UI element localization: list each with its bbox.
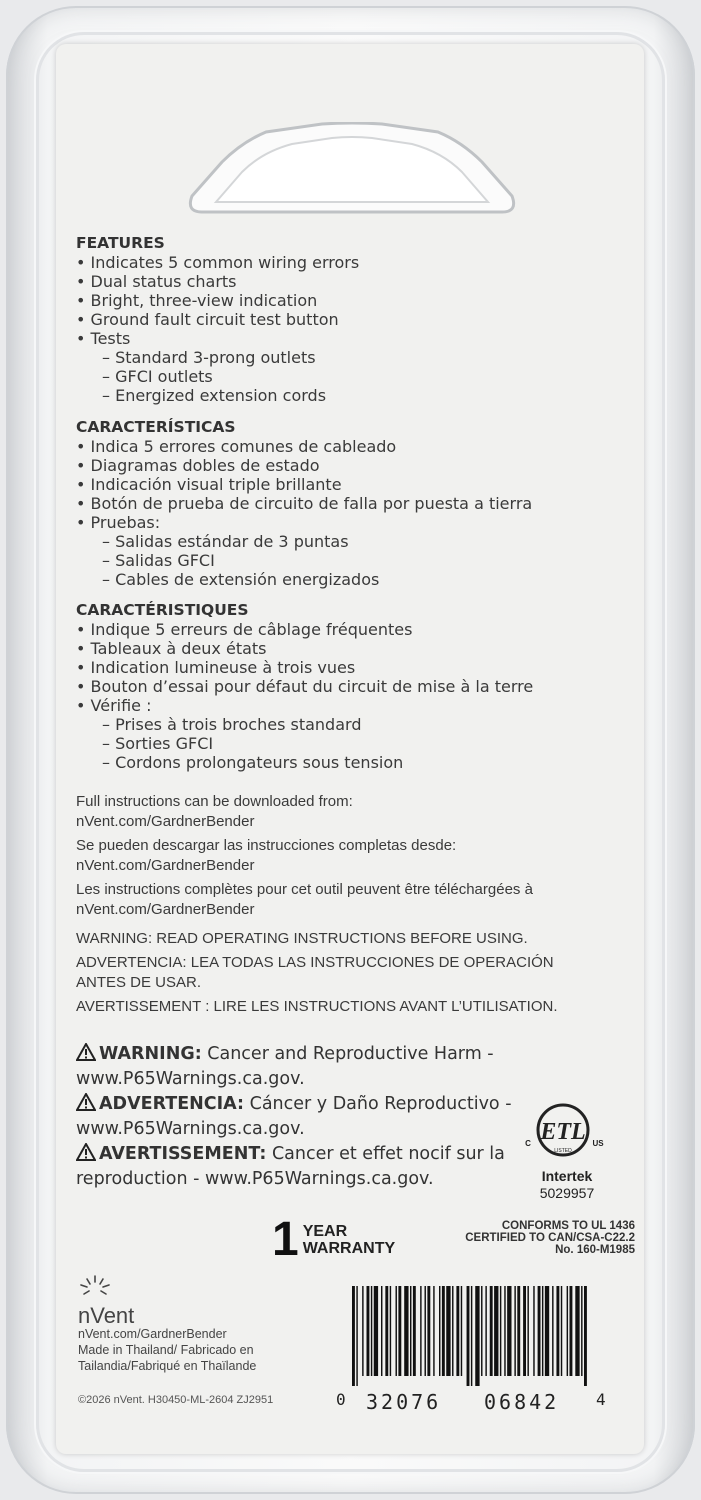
conformity-line: No. 160-M1985 <box>555 1244 635 1256</box>
instructions-url: nVent.com/GardnerBender <box>76 901 255 918</box>
barcode-bar <box>494 1286 498 1376</box>
p65-label: AVERTISSEMENT: <box>99 1144 267 1164</box>
list-item: • Indicates 5 common wiring errors <box>76 253 360 272</box>
barcode-bar <box>427 1286 430 1376</box>
warranty-badge <box>272 1213 396 1266</box>
etl-listed-mark <box>518 1098 608 1168</box>
list-item: • Bouton d’essai pour défaut du circuit de mise à la terre <box>76 677 534 696</box>
instructions-text: Se pueden descargar las instrucciones completas desde: <box>76 837 457 854</box>
list-item: • Indica 5 errores comunes de cableado <box>76 437 397 456</box>
barcode-bar <box>561 1286 562 1376</box>
barcode-bar <box>404 1286 408 1376</box>
p65-warning-line <box>76 1042 512 1067</box>
features-heading: CARACTÉRISTIQUES <box>76 601 249 619</box>
etl-listed-text: LISTED <box>554 1148 572 1154</box>
barcode-bar <box>420 1286 421 1376</box>
barcode-bar <box>542 1286 543 1376</box>
instructions-text: Les instructions complètes pour cet outil peuvent être téléchargées à <box>76 881 533 898</box>
made-in <box>78 1326 256 1374</box>
barcode-bar <box>352 1286 355 1386</box>
barcode-bar <box>485 1286 486 1376</box>
etl-c-text: C <box>525 1139 531 1148</box>
barcode-bar <box>533 1286 534 1376</box>
list-item: • Tests <box>76 329 131 348</box>
barcode-bar <box>514 1286 515 1376</box>
warranty-line: WARRANTY <box>302 1240 396 1257</box>
barcode-bar <box>584 1286 587 1386</box>
barcode-bar <box>396 1286 397 1376</box>
barcode-bar <box>446 1286 450 1376</box>
barcode-left-digits: 32076 <box>366 1390 442 1414</box>
intertek-label <box>522 1168 612 1202</box>
copyright: ©2026 nVent. H30450-ML-2604 ZJ2951 <box>78 1394 274 1406</box>
barcode-bar <box>433 1286 434 1376</box>
intertek-number: 5029957 <box>539 1185 595 1201</box>
instructions-url: nVent.com/GardnerBender <box>76 857 255 874</box>
upc-barcode <box>350 1286 592 1386</box>
p65-label: ADVERTENCIA: <box>99 1094 245 1114</box>
barcode-bar <box>425 1286 426 1376</box>
instructions-url: nVent.com/GardnerBender <box>76 813 255 830</box>
barcode-bar <box>362 1286 363 1376</box>
intertek-name: Intertek <box>541 1168 593 1184</box>
list-item: • Pruebas: <box>76 513 161 532</box>
list-item: • Diagramas dobles de estado <box>76 456 320 475</box>
barcode-bar <box>442 1286 445 1376</box>
list-subitem: – Sorties GFCI <box>102 734 214 753</box>
p65-url: reproduction - www.P65Warnings.ca.gov. <box>76 1169 434 1189</box>
list-item: • Indication lumineuse à trois vues <box>76 658 356 677</box>
list-item: • Botón de prueba de circuito de falla por puesta a tierra <box>76 494 533 513</box>
instructions-text: Full instructions can be downloaded from: <box>76 793 353 810</box>
barcode-bar <box>367 1286 370 1376</box>
list-item: • Ground fault circuit test button <box>76 310 339 329</box>
p65-url: www.P65Warnings.ca.gov. <box>76 1069 305 1089</box>
operating-warning: AVERTISSEMENT : LIRE LES INSTRUCTIONS AVANT L’UTILISATION. <box>76 998 558 1015</box>
warning-triangle-icon <box>76 1043 96 1061</box>
list-item: • Indicación visual triple brillante <box>76 475 342 494</box>
barcode-bar <box>413 1286 416 1376</box>
list-subitem: – Standard 3-prong outlets <box>102 348 316 367</box>
barcode-bar <box>556 1286 559 1376</box>
hang-hole <box>182 122 522 222</box>
p65-label: WARNING: <box>99 1044 202 1064</box>
list-subitem: – Energized extension cords <box>102 386 327 405</box>
p65-text: Cáncer y Daño Reproductivo - <box>244 1094 512 1114</box>
barcode-bar <box>398 1286 401 1376</box>
barcode-bar <box>374 1286 378 1376</box>
nvent-logo <box>78 1274 134 1328</box>
barcode-check-digit: 4 <box>596 1390 606 1409</box>
barcode-bar <box>523 1286 526 1376</box>
barcode-bar <box>538 1286 541 1376</box>
warning-triangle-icon <box>76 1143 96 1161</box>
barcode-bar <box>439 1286 440 1376</box>
list-subitem: – Cordons prolongateurs sous tension <box>102 753 404 772</box>
features-heading: FEATURES <box>76 234 165 252</box>
barcode-bar <box>570 1286 573 1376</box>
barcode-bar <box>567 1286 568 1376</box>
barcode-bar <box>467 1286 470 1386</box>
list-subitem: – Cables de extensión energizados <box>102 570 380 589</box>
list-item: • Tableaux à deux états <box>76 639 267 658</box>
operating-warning: ANTES DE USAR. <box>76 974 202 991</box>
barcode-bar <box>581 1286 582 1376</box>
barcode-bar <box>500 1286 501 1376</box>
sunburst-icon <box>78 1274 112 1298</box>
features-english <box>76 234 359 405</box>
list-item: • Indique 5 erreurs de câblage fréquentes <box>76 620 413 639</box>
barcode-bar <box>471 1286 472 1386</box>
brand-name: nVent <box>78 1303 135 1328</box>
barcode-bar <box>504 1286 505 1376</box>
barcode-bar <box>371 1286 372 1376</box>
etl-mark-text: ETL <box>540 1119 586 1145</box>
operating-warning: ADVERTENCIA: LEA TODAS LAS INSTRUCCIONES DE OPERACIÓN <box>76 954 554 971</box>
etl-us-text: US <box>592 1139 604 1148</box>
barcode-bar <box>517 1286 520 1376</box>
barcode-bar <box>481 1286 482 1376</box>
p65-text: Cancer et effet nocif sur la <box>266 1144 505 1164</box>
list-item: • Vérifie : <box>76 696 152 715</box>
barcode-bar <box>410 1286 411 1376</box>
made-in-line: Tailandia/Fabriqué en Thaïlande <box>78 1359 257 1373</box>
conformity-line: CERTIFIED TO CAN/CSA-C22.2 <box>465 1232 635 1244</box>
barcode-bar <box>381 1286 382 1376</box>
barcode-right-digits: 06842 <box>484 1390 560 1414</box>
features-french <box>76 601 533 772</box>
conformity-line: CONFORMS TO UL 1436 <box>501 1220 635 1232</box>
barcode-bar <box>390 1286 391 1376</box>
p65-warning-line <box>76 1142 512 1167</box>
list-subitem: – Prises à trois broches standard <box>102 715 362 734</box>
made-in-line: nVent.com/GardnerBender <box>78 1327 227 1341</box>
barcode-bar <box>552 1286 553 1376</box>
barcode-bar <box>490 1286 493 1376</box>
features-spanish <box>76 418 532 589</box>
barcode-bar <box>545 1286 549 1376</box>
list-subitem: – Salidas GFCI <box>102 551 215 570</box>
prop65-warnings <box>76 1042 512 1192</box>
barcode-bar <box>575 1286 579 1376</box>
operating-warnings <box>76 929 558 1017</box>
list-subitem: – Salidas estándar de 3 puntas <box>102 532 349 551</box>
made-in-line: Made in Thailand/ Fabricado en <box>78 1343 254 1357</box>
barcode-bar <box>527 1286 528 1376</box>
p65-text: Cancer and Reproductive Harm - <box>201 1044 494 1064</box>
barcode-bar <box>356 1286 357 1386</box>
warranty-number: 1 <box>272 1213 299 1266</box>
list-subitem: – GFCI outlets <box>102 367 213 386</box>
warranty-line: YEAR <box>302 1223 348 1240</box>
p65-url: www.P65Warnings.ca.gov. <box>76 1119 305 1139</box>
barcode-bar <box>461 1286 462 1376</box>
operating-warning: WARNING: READ OPERATING INSTRUCTIONS BEFORE USING. <box>76 930 528 947</box>
p65-warning-line <box>76 1092 512 1117</box>
warning-triangle-icon <box>76 1093 96 1111</box>
barcode-bar <box>507 1286 511 1376</box>
list-item: • Bright, three-view indication <box>76 291 318 310</box>
barcode-first-digit: 0 <box>336 1390 346 1409</box>
download-instructions <box>76 792 533 920</box>
barcode-bar <box>385 1286 388 1376</box>
features-heading: CARACTERÍSTICAS <box>76 418 236 436</box>
conformity-statement <box>465 1220 635 1256</box>
barcode-bar <box>475 1286 479 1386</box>
list-item: • Dual status charts <box>76 272 237 291</box>
barcode-bar <box>456 1286 459 1376</box>
barcode-bar <box>452 1286 453 1376</box>
